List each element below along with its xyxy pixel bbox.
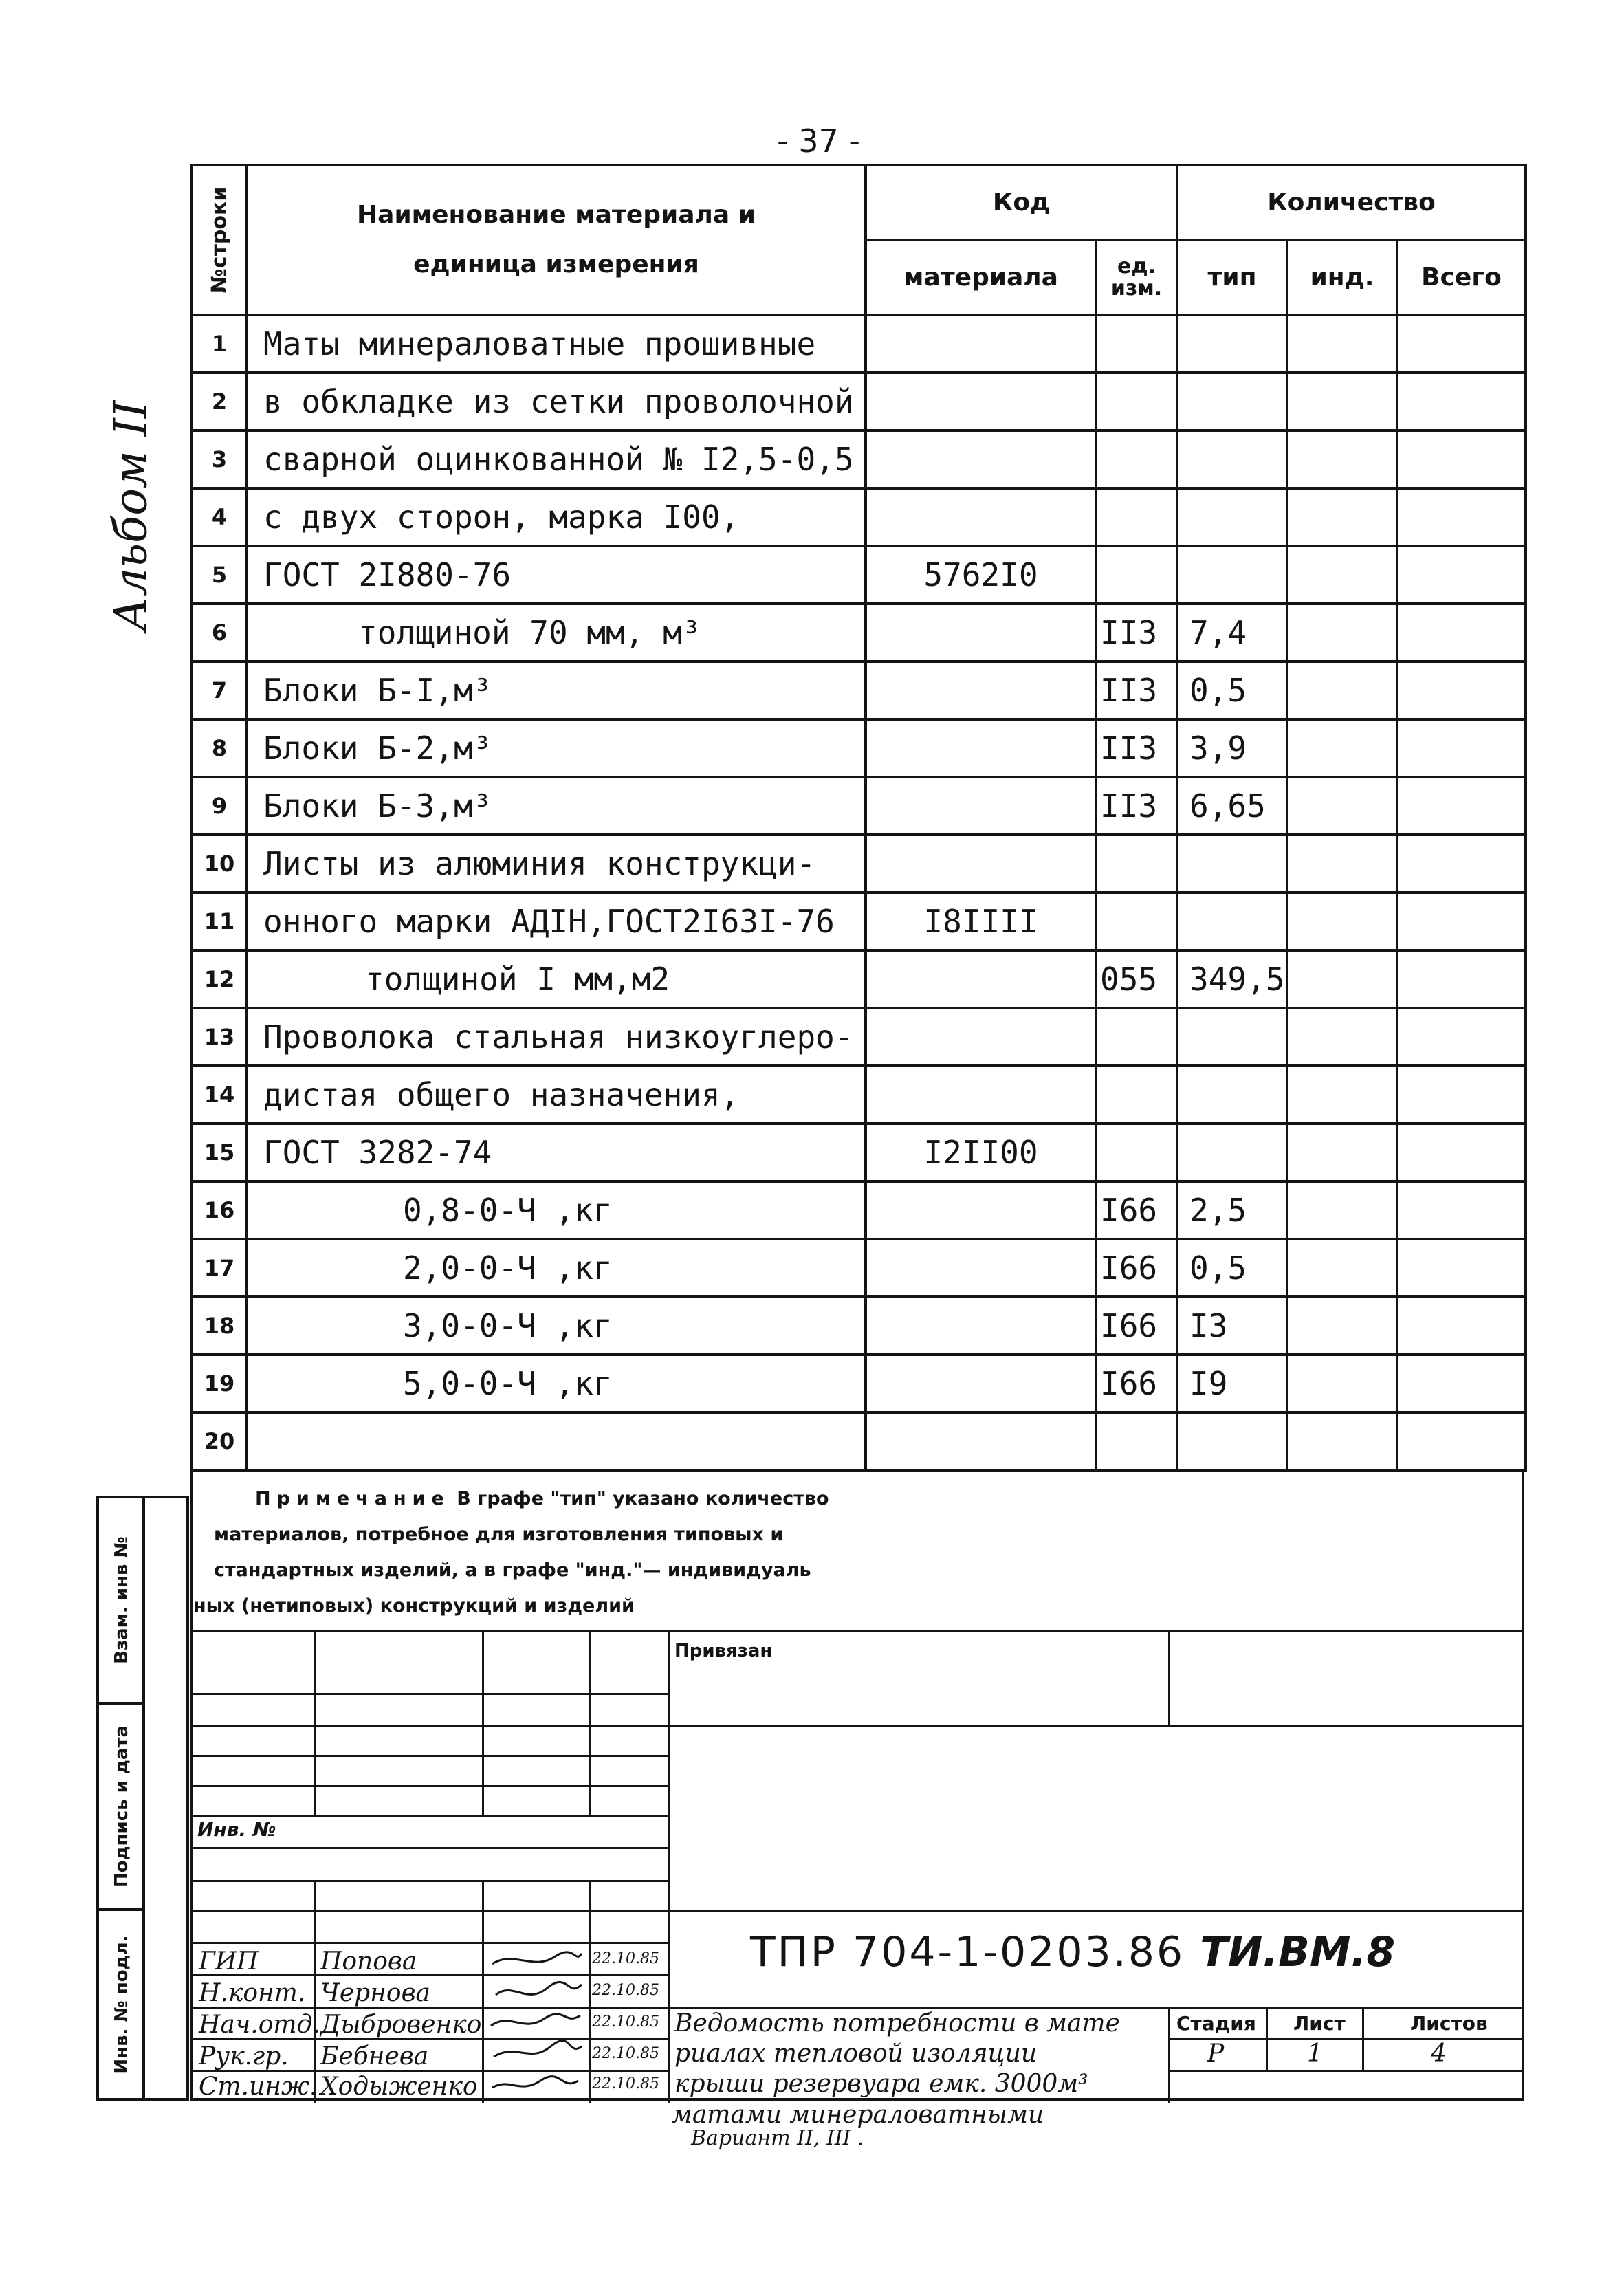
page-number: - 37 - — [777, 122, 860, 160]
description-line-2: риалах тепловой изоляции — [674, 2040, 1038, 2068]
stage-header: Стадия — [1176, 2012, 1256, 2035]
description-line-5: Вариант II, III . — [691, 2126, 864, 2150]
sign-date-5: 22.10.85 — [592, 2075, 659, 2092]
inv-no-label: Инв. № — [197, 1818, 276, 1841]
document-code-suffix: ТИ.ВМ.8 — [1200, 1928, 1396, 1976]
sign-role-1: ГИП — [199, 1947, 259, 1976]
signature-scribbles — [485, 1943, 585, 2101]
sign-date-4: 22.10.85 — [592, 2045, 659, 2062]
header-row-no: №строки — [192, 165, 247, 315]
table-row: 9 Блоки Б-3,м³ II3 6,65 — [192, 777, 1526, 835]
description-line-3: крыши резервуара емк. 3000м³ — [674, 2070, 1088, 2098]
table-row: 12 толщиной I мм,м2 055 349,5 — [192, 950, 1526, 1008]
table-row: 13 Проволока стальная низкоуглеро- — [192, 1008, 1526, 1066]
title-block — [190, 1630, 1524, 2101]
document-code — [750, 1928, 1395, 1976]
stamp-vzam-inv: Взам. инв № — [99, 1498, 144, 1705]
materials-table — [190, 164, 1527, 1472]
description-line-4: матами минераловатными — [672, 2101, 1044, 2129]
document-code-main: ТПР 704-1-0203.86 — [750, 1928, 1185, 1976]
header-qty-type: тип — [1177, 240, 1287, 315]
note-line-3: стандартных изделий, а в графе "инд."— индивидуаль — [214, 1560, 811, 1581]
sign-name-2: Чернова — [320, 1979, 430, 2007]
left-stamp — [96, 1496, 189, 2101]
sheet-value: 1 — [1307, 2040, 1323, 2068]
table-row: 17 2,0-0-Ч ,кг I66 0,5 — [192, 1239, 1526, 1297]
stage-value: Р — [1207, 2040, 1225, 2068]
sign-date-2: 22.10.85 — [592, 1982, 659, 1999]
header-code-material: материала — [866, 240, 1096, 315]
sign-date-3: 22.10.85 — [592, 2013, 659, 2031]
sign-name-5: Ходыженко — [320, 2073, 478, 2101]
table-row: 7 Блоки Б-I,м³ II3 0,5 — [192, 662, 1526, 719]
header-name: Наименование материала и единица измерения — [247, 165, 866, 315]
table-row: 14 дистая общего назначения, — [192, 1066, 1526, 1124]
sign-name-4: Бебнева — [320, 2042, 429, 2070]
table-row: 5 ГОСТ 2I880-76 5762I0 — [192, 546, 1526, 604]
table-row: 11 онного марки АДIН,ГОСТ2I63I-76 I8IIII — [192, 893, 1526, 950]
table-row: 2 в обкладке из сетки проволочной — [192, 373, 1526, 430]
privyazan-label: Привязан — [674, 1641, 773, 1661]
table-row: 18 3,0-0-Ч ,кг I66 I3 — [192, 1297, 1526, 1355]
stamp-inv-podl: Инв. № подл. — [111, 1935, 132, 2074]
note-line-1: В графе "тип" указано количество — [450, 1488, 829, 1509]
table-row: 4 с двух сторон, марка I00, — [192, 488, 1526, 546]
header-code-unit: ед. изм. — [1096, 240, 1177, 315]
album-label — [104, 400, 157, 631]
table-row: 16 0,8-0-Ч ,кг I66 2,5 — [192, 1181, 1526, 1239]
stamp-podpis-data: Подпись и дата — [99, 1705, 144, 1911]
note-prefix: Примечание — [255, 1488, 450, 1509]
table-row: 1 Маты минераловатные прошивные — [192, 315, 1526, 373]
sheets-value: 4 — [1431, 2040, 1447, 2068]
table-row: 19 5,0-0-Ч ,кг I66 I9 — [192, 1355, 1526, 1412]
sheets-header: Листов — [1410, 2012, 1488, 2035]
table-row: 3 сварной оцинкованной № I2,5-0,5 — [192, 430, 1526, 488]
sign-role-3: Нач.отд. — [199, 2011, 320, 2039]
sign-role-4: Рук.гр. — [199, 2042, 289, 2070]
header-qty-ind: инд. — [1287, 240, 1397, 315]
header-qty-total: Всего — [1397, 240, 1526, 315]
table-row: 10 Листы из алюминия конструкци- — [192, 835, 1526, 893]
sign-role-5: Ст.инж. — [199, 2073, 318, 2101]
header-code: Код — [866, 165, 1177, 240]
sheet-header: Лист — [1293, 2012, 1346, 2035]
table-row: 15 ГОСТ 3282-74 I2II00 — [192, 1124, 1526, 1181]
table-row: 8 Блоки Б-2,м³ II3 3,9 — [192, 719, 1526, 777]
sign-name-1: Попова — [320, 1947, 417, 1976]
table-row: 6 толщиной 70 мм, м³ II3 7,4 — [192, 604, 1526, 662]
album-label-text: Альбом II — [104, 400, 157, 631]
note-block — [190, 1472, 1524, 1630]
note-line-4: ных (нетиповых) конструкций и изделий — [193, 1595, 635, 1617]
sign-date-1: 22.10.85 — [592, 1950, 659, 1967]
table-row: 20 — [192, 1412, 1526, 1470]
description-line-1: Ведомость потребности в мате — [674, 2009, 1120, 2037]
sign-role-2: Н.конт. — [199, 1979, 306, 2007]
sign-name-3: Дыбровенко — [320, 2011, 482, 2039]
note-line-2: материалов, потребное для изготовления типовых и — [214, 1524, 784, 1545]
header-quantity: Количество — [1177, 165, 1526, 240]
